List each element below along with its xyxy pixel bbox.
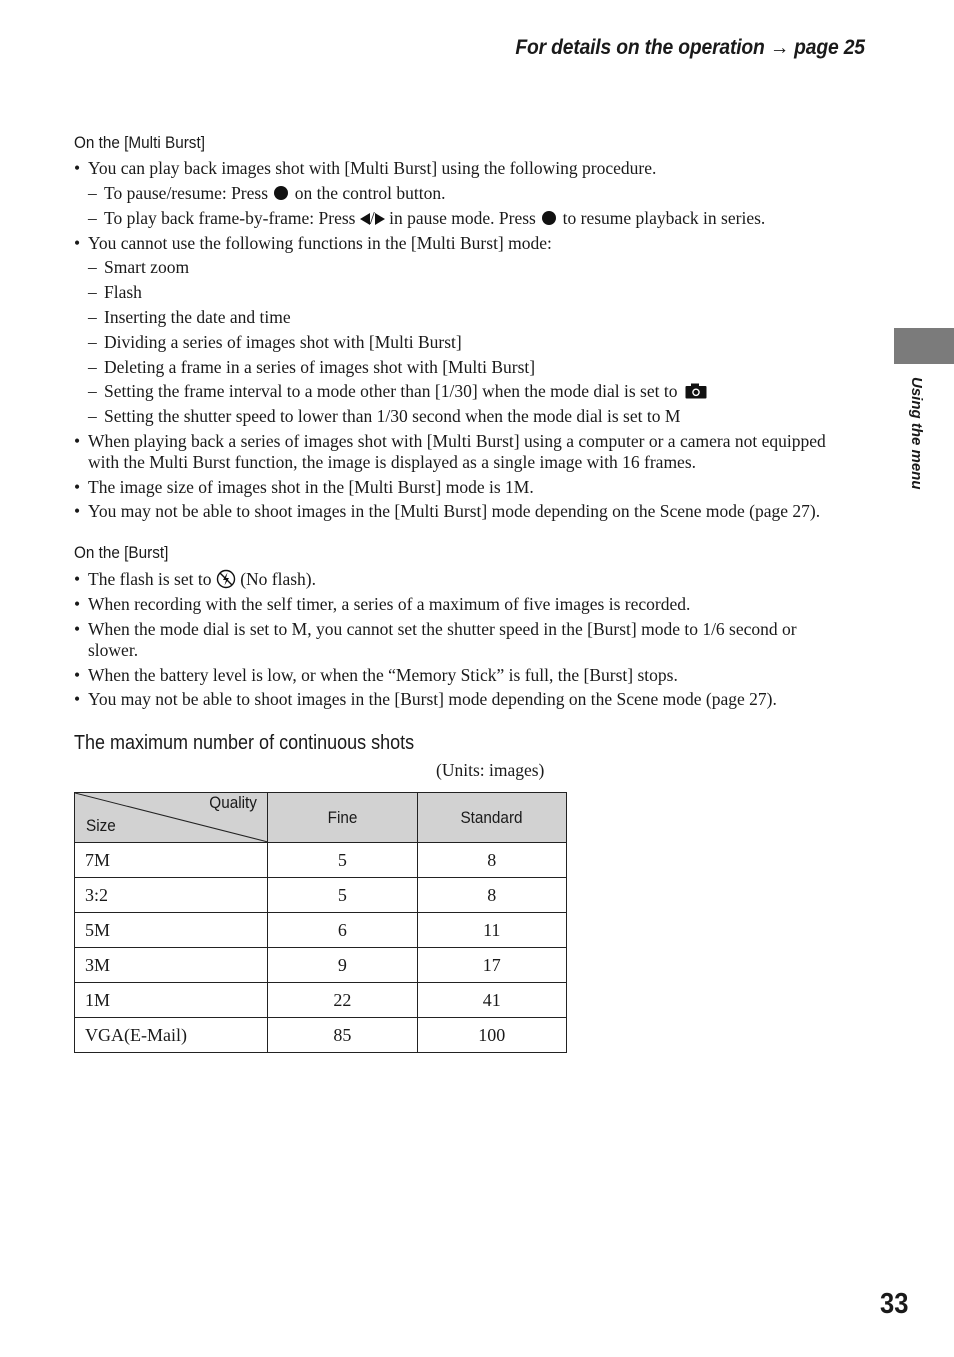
table-header-row (75, 793, 567, 843)
standard-cell: 8 (417, 843, 567, 878)
multi-burst-bullet-5: You may not be able to shoot images in the [Multi Burst] mode depending on the Scene mode (page 27). (88, 501, 821, 521)
bullet-icon: • (74, 569, 81, 589)
size-quality-header (75, 793, 268, 843)
multi-burst-bullet-2: You cannot use the following functions in the [Multi Burst] mode: (88, 233, 552, 253)
units-label: (Units: images) (436, 760, 545, 780)
bullet-icon: • (74, 619, 81, 639)
camera-icon (685, 383, 707, 399)
standard-cell: 41 (417, 983, 567, 1018)
size-cell: 3:2 (75, 878, 268, 913)
table-row (75, 983, 567, 1018)
burst-bullet-4: When the battery level is low, or when the “Memory Stick” is full, the [Burst] stops. (88, 665, 678, 685)
bullet-icon: • (74, 689, 81, 709)
burst-flash-text: The flash is set to (88, 569, 212, 589)
bullet-icon: • (74, 594, 81, 614)
disabled-function-item: Deleting a frame in a series of images shot with [Multi Burst] (104, 357, 536, 377)
dash-icon: – (88, 406, 97, 426)
burst-bullet-2: When recording with the self timer, a series of a maximum of five images is recorded. (88, 594, 691, 614)
dash-icon: – (88, 282, 97, 302)
pause-step-text-end: on the control button. (294, 183, 446, 203)
fine-cell: 22 (268, 983, 417, 1018)
dash-icon: – (88, 208, 97, 228)
burst-bullet-1 (88, 569, 316, 590)
fine-cell: 5 (268, 878, 417, 913)
center-button-icon (542, 211, 556, 225)
bullet-icon: • (74, 665, 81, 685)
disabled-function-item (104, 381, 707, 402)
table-row (75, 1018, 567, 1053)
bullet-icon: • (74, 501, 81, 521)
table-row (75, 948, 567, 983)
multi-burst-heading: On the [Multi Burst] (74, 133, 205, 152)
multi-burst-bullet-1: You can play back images shot with [Multi Burst] using the following procedure. (88, 158, 657, 178)
dash-icon: – (88, 332, 97, 352)
multi-burst-frame-step: To play back frame-by-frame: Press / in pause mode. Press to resume playback in series. (104, 208, 766, 228)
disabled-function-item: Setting the shutter speed to lower than 1/30 second when the mode dial is set to M (104, 406, 681, 426)
multi-burst-pause-step (104, 183, 445, 204)
reference-page[interactable]: page 25 (794, 36, 865, 59)
left-arrow-icon (360, 213, 370, 225)
dash-icon: – (88, 307, 97, 327)
dash-icon: – (88, 381, 97, 401)
disabled-function-text: Setting the frame interval to a mode other than [1/30] when the mode dial is set to (104, 381, 678, 401)
frame-step-text-mid: in pause mode. Press (389, 208, 536, 228)
disabled-function-item: Inserting the date and time (104, 307, 291, 327)
right-arrow-icon (375, 213, 385, 225)
size-cell: 1M (75, 983, 268, 1018)
size-cell: VGA(E-Mail) (75, 1018, 268, 1053)
fine-cell: 85 (268, 1018, 417, 1053)
burst-bullet-5: You may not be able to shoot images in the [Burst] mode depending on the Scene mode (page 27). (88, 689, 777, 709)
continuous-shots-table (74, 792, 567, 1053)
standard-cell: 11 (417, 913, 567, 948)
bullet-icon: • (74, 431, 81, 451)
multi-burst-bullet-3-line-2: with the Multi Burst function, the image is displayed as a single image with 16 frames. (88, 452, 697, 472)
quality-header-label: Quality (209, 793, 258, 812)
dash-icon: – (88, 357, 97, 377)
bullet-icon: • (74, 477, 81, 497)
fine-cell: 6 (268, 913, 417, 948)
size-header-label: Size (86, 816, 116, 835)
fine-cell: 5 (268, 843, 417, 878)
table-row (75, 913, 567, 948)
bullet-icon: • (74, 233, 81, 253)
size-cell: 3M (75, 948, 268, 983)
standard-column-header: Standard (417, 793, 567, 843)
size-cell: 7M (75, 843, 268, 878)
pause-step-text: To pause/resume: Press (104, 183, 269, 203)
frame-step-text-end: to resume playback in series. (562, 208, 766, 228)
continuous-shots-heading: The maximum number of continuous shots (74, 732, 415, 754)
reference-text: For details on the operation (515, 36, 765, 59)
dash-icon: – (88, 257, 97, 277)
multi-burst-bullet-4: The image size of images shot in the [Multi Burst] mode is 1M. (88, 477, 534, 497)
fine-column-header: Fine (268, 793, 417, 843)
frame-step-text: To play back frame-by-frame: Press (104, 208, 356, 228)
no-flash-icon (216, 569, 236, 589)
burst-bullet-3-line-1: When the mode dial is set to M, you cannot set the shutter speed in the [Burst] mode to 1/6 second or (88, 619, 797, 639)
disabled-function-item: Flash (104, 282, 142, 302)
standard-cell: 100 (417, 1018, 567, 1053)
disabled-function-item: Dividing a series of images shot with [Multi Burst] (104, 332, 462, 352)
burst-bullet-3-line-2: slower. (88, 640, 139, 660)
table-row (75, 878, 567, 913)
standard-cell: 17 (417, 948, 567, 983)
section-tab-marker (894, 328, 954, 364)
arrow-icon: → (769, 36, 790, 59)
center-button-icon (274, 186, 288, 200)
table-row (75, 843, 567, 878)
burst-heading: On the [Burst] (74, 543, 169, 562)
disabled-function-item: Smart zoom (104, 257, 190, 277)
page-number: 33 (880, 1288, 909, 1320)
section-tab-label: Using the menu (908, 377, 925, 490)
size-cell: 5M (75, 913, 268, 948)
dash-icon: – (88, 183, 97, 203)
standard-cell: 8 (417, 878, 567, 913)
bullet-icon: • (74, 158, 81, 178)
burst-flash-text-end: (No flash). (240, 569, 317, 589)
page-reference-header (516, 36, 865, 60)
multi-burst-bullet-3-line-1: When playing back a series of images shot with [Multi Burst] using a computer or a camera not equipped (88, 431, 826, 451)
fine-cell: 9 (268, 948, 417, 983)
